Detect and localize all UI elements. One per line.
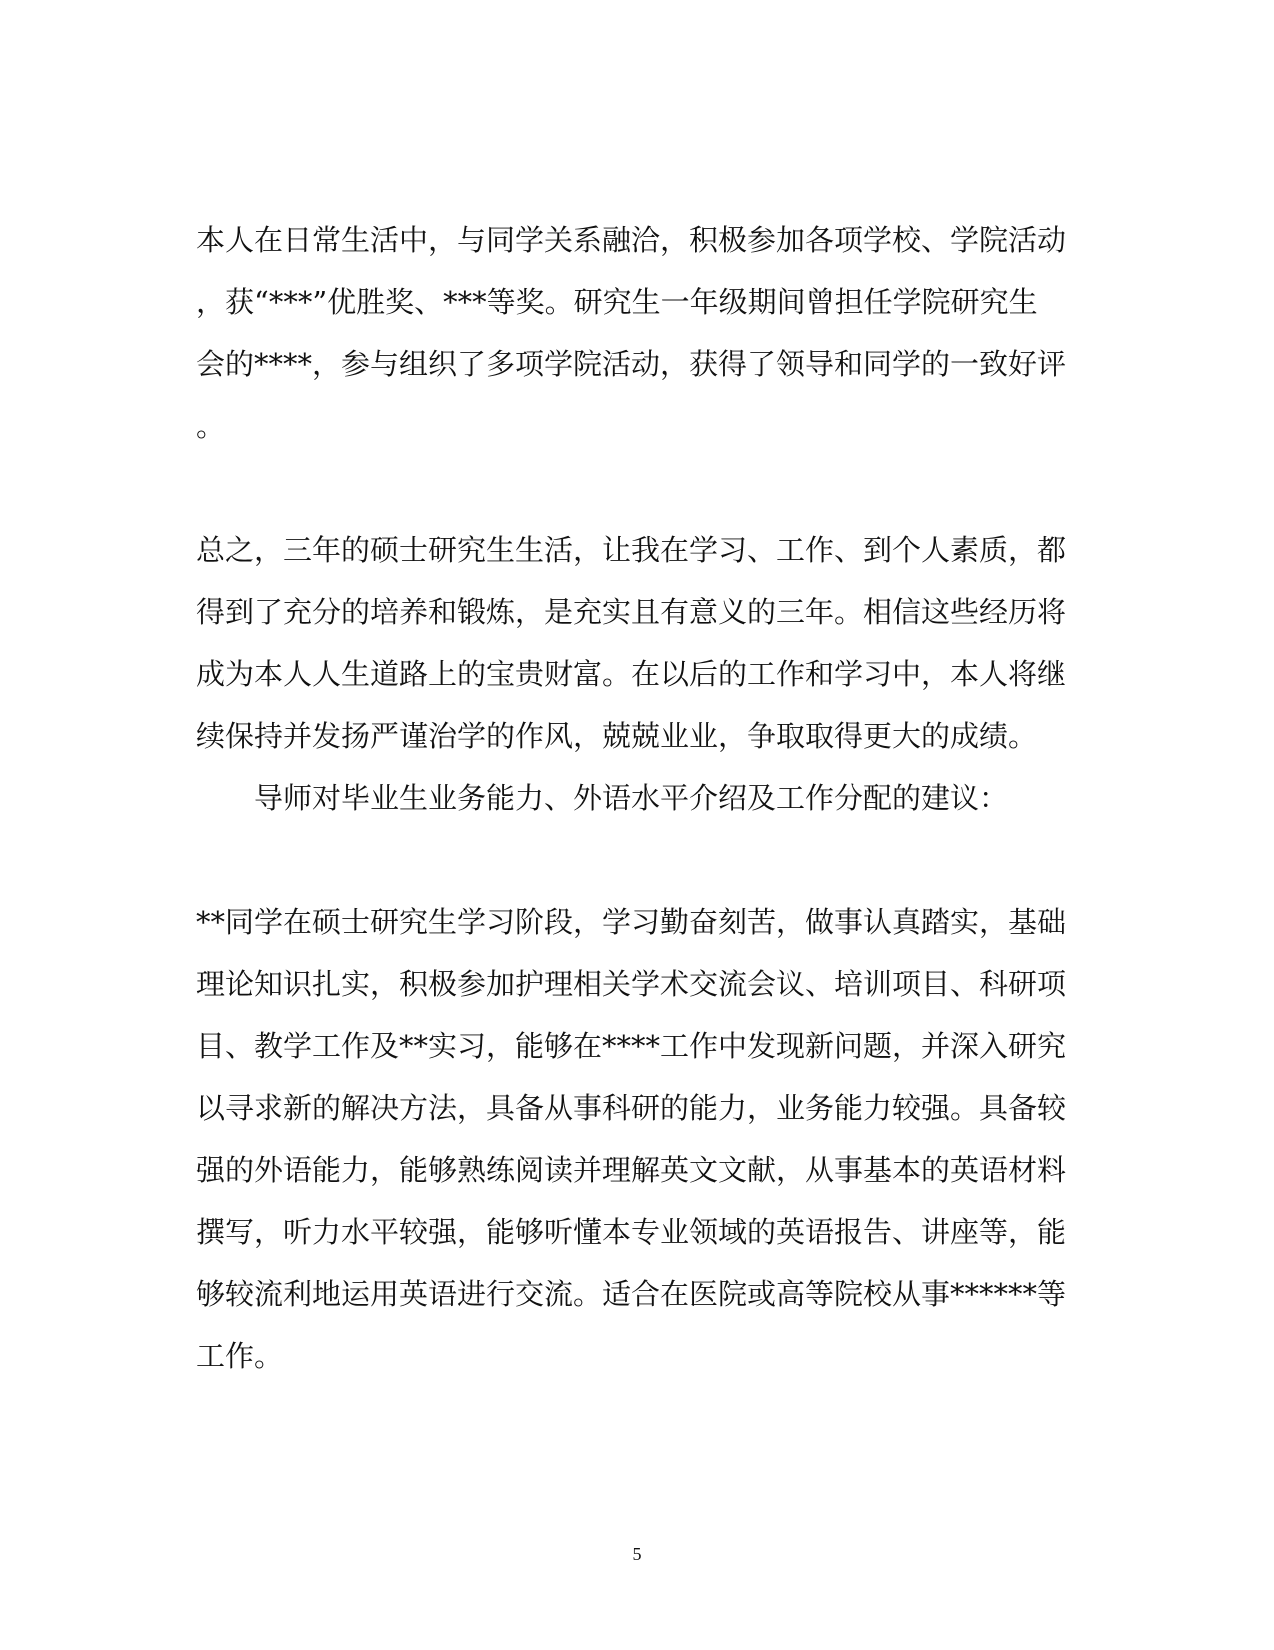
text-line: 成为本人人生道路上的宝贵财富。在以后的工作和学习中，本人将继 xyxy=(196,657,1067,691)
text-line: **同学在硕士研究生学习阶段，学习勤奋刻苦，做事认真踏实，基础 xyxy=(196,905,1067,939)
page-number: 5 xyxy=(632,1544,642,1564)
text-line: 强的外语能力，能够熟练阅读并理解英文文献，从事基本的英语材料 xyxy=(196,1153,1067,1187)
text-line: 工作。 xyxy=(196,1339,284,1373)
text-line: ，获“***”优胜奖、***等奖。研究生一年级期间曾担任学院研究生 xyxy=(196,285,1038,319)
text-line: 续保持并发扬严谨治学的作风，兢兢业业，争取取得更大的成绩。 xyxy=(196,719,1038,753)
text-line: 得到了充分的培养和锻炼，是充实且有意义的三年。相信这些经历将 xyxy=(196,595,1067,629)
text-line: 以寻求新的解决方法，具备从事科研的能力，业务能力较强。具备较 xyxy=(196,1091,1067,1125)
text-line: 会的****，参与组织了多项学院活动，获得了领导和同学的一致好评 xyxy=(196,347,1067,381)
text-line: 够较流利地运用英语进行交流。适合在医院或高等院校从事******等 xyxy=(196,1277,1067,1311)
text-line: 总之，三年的硕士研究生生活，让我在学习、工作、到个人素质，都 xyxy=(196,533,1067,567)
section-heading: 导师对毕业生业务能力、外语水平介绍及工作分配的建议： xyxy=(254,781,1009,815)
text-line: 理论知识扎实，积极参加护理相关学术交流会议、培训项目、科研项 xyxy=(196,967,1067,1001)
text-line: 。 xyxy=(196,409,226,443)
text-line: 撰写，听力水平较强，能够听懂本专业领域的英语报告、讲座等，能 xyxy=(196,1215,1067,1249)
text-line: 本人在日常生活中，与同学关系融洽，积极参加各项学校、学院活动 xyxy=(196,223,1067,257)
text-line: 目、教学工作及**实习，能够在****工作中发现新问题，并深入研究 xyxy=(196,1029,1067,1063)
